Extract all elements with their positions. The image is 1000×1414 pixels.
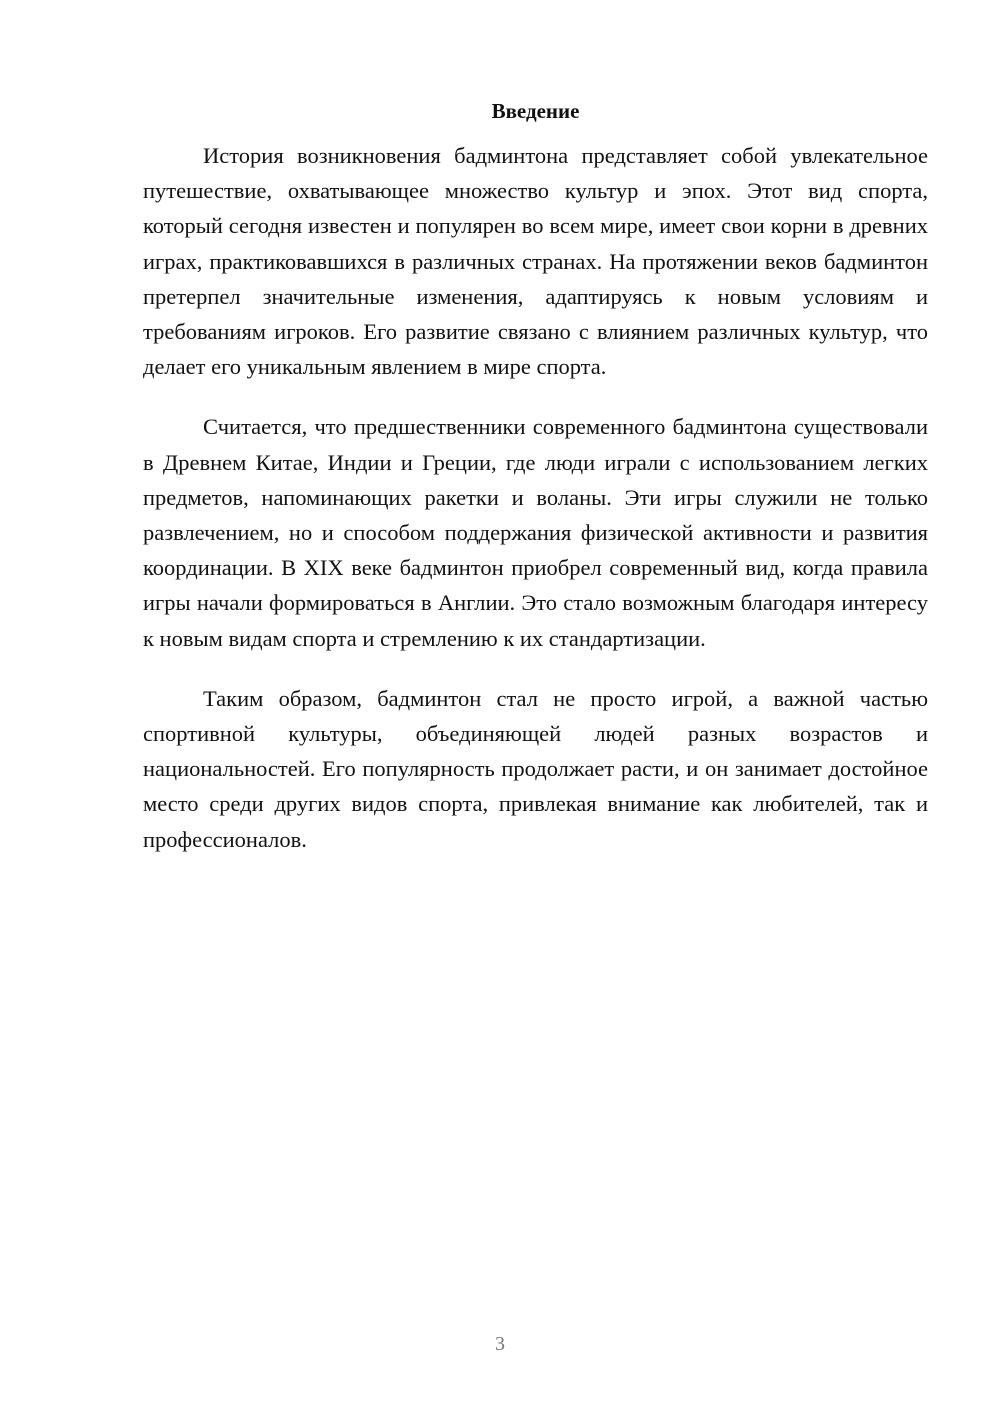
paragraph-2: Считается, что предшественники современного бадминтона существовали в Древнем Китае, Индии и Греции, где люди играли с использованием легких предметов, напоминающих ракетки и воланы. Эти игры служили не только развлечением, но и способом поддержания физической активности и развития координации. В XIX веке бадминтон приобрел современный вид, когда правила игры начали формироваться в Англии. Это стало возможным благодаря интересу к новым видам спорта и стремлению к их стандартизации. xyxy=(143,414,928,651)
paragraph-3: Таким образом, бадминтон стал не просто игрой, а важной частью спортивной культуры, объединяющей людей разных возрастов и национальностей. Его популярность продолжает расти, и он занимает достойное место среди других видов спорта, привлекая внимание как любителей, так и профессионалов. xyxy=(143,685,928,852)
page-content xyxy=(143,96,928,882)
page-number: 3 xyxy=(495,1333,505,1355)
paragraph-1: История возникновения бадминтона представляет собой увлекательное путешествие, охватывающее множество культур и эпох. Этот вид спорта, который сегодня известен и популярен во всем мире, имеет свои корни в древних играх, практиковавшихся в различных странах. На протяжении веков бадминтон претерпел значительные изменения, адаптируясь к новым условиям и требованиям игроков. Его развитие связано с влиянием различных культур, что делает его уникальным явлением в мире спорта. xyxy=(143,143,928,380)
section-heading: Введение xyxy=(491,99,580,123)
